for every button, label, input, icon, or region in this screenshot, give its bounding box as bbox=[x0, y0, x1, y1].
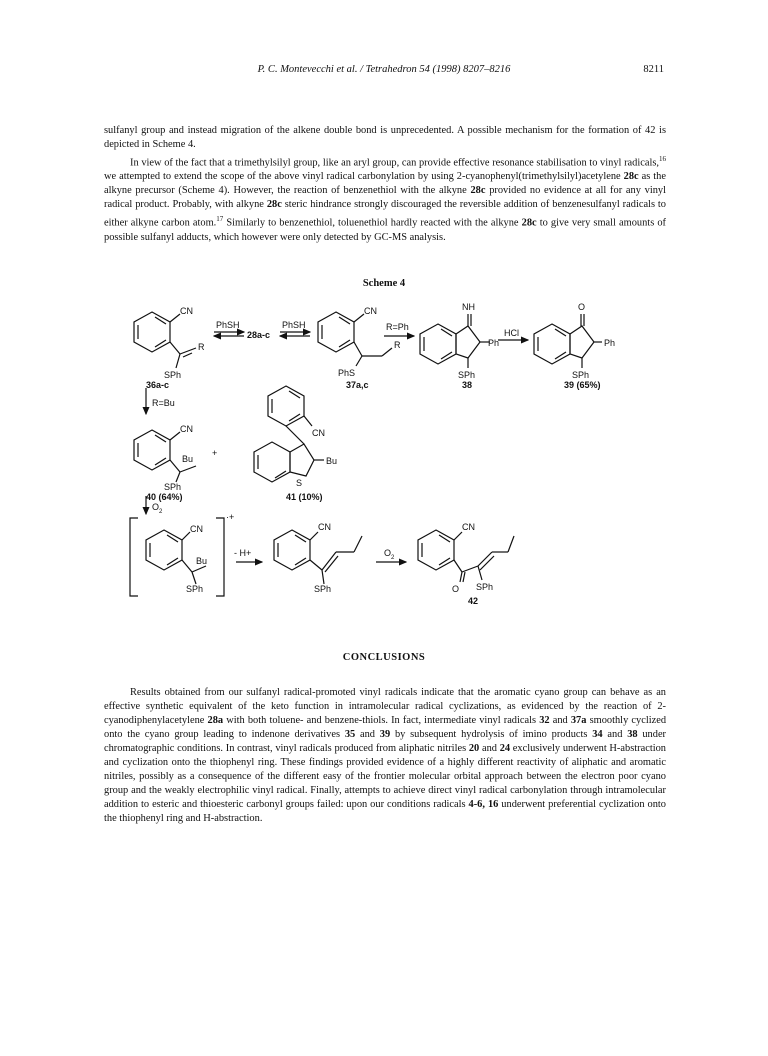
label-o2: $O_2$ bbox=[152, 502, 163, 515]
scheme-title: Scheme 4 bbox=[362, 278, 406, 289]
paragraph-trimethylsilyl: In view of the fact that a trimethylsilyl group, like an aryl group, can provide effective resonance stabilisation to vinyl radicals,$^{16}$ we attempted to extend the scope of the above vinyl radical carbonylation by using 2-cyanophenyl(trimethylsilyl)acetylene 28c as the alkyne precursor (Scheme 4). However, the reaction of benzenethiol with the alkyne 28c provided no evidence at all for any vinyl radical product. Probably, with alkyne 28c steric hindrance strongly discouraged the reversible addition of benzenesulfanyl radicals to either alkyne carbon atom.$^{17}$ Similarly to benzenethiol, toluenethiol hardly reacted with the alkyne 28c to give very small amounts of possible sulfanyl adducts, which however were only detected by GC-MS analysis. bbox=[104, 155, 667, 243]
body-text-conclusions bbox=[104, 686, 666, 826]
compound-ref: 37a bbox=[570, 715, 587, 726]
structure-intermediate bbox=[274, 530, 362, 584]
label-sph: SPh bbox=[164, 370, 182, 380]
compound-36: 36a-c bbox=[146, 380, 170, 390]
structure-38 bbox=[420, 314, 490, 368]
label-ph: Ph bbox=[488, 338, 500, 348]
body-text-top bbox=[104, 124, 666, 245]
label-plus: + bbox=[212, 448, 218, 458]
compound-ref: 28c bbox=[266, 199, 282, 211]
label-s: S bbox=[296, 478, 303, 488]
label-bu: Bu bbox=[182, 454, 194, 464]
reference-16: 16 bbox=[659, 155, 666, 163]
compound-42: 42 bbox=[468, 596, 479, 606]
compound-ref: 24 bbox=[499, 743, 511, 754]
label-cn: CN bbox=[190, 524, 203, 534]
label-o: O bbox=[578, 302, 586, 312]
label-nh: NH bbox=[462, 302, 475, 312]
compound-ref: 4-6, 16 bbox=[468, 799, 499, 810]
paragraph-scheme-intro: sulfanyl group and instead migration of the alkene double bond is unprecedented. A possible mechanism for the formation of 42 is depicted in Scheme 4. bbox=[104, 125, 666, 150]
section-heading-conclusions: CONCLUSIONS bbox=[342, 652, 426, 663]
label-minus-h-plus: - H+ bbox=[234, 548, 252, 558]
label-cn: CN bbox=[180, 306, 193, 316]
compound-ref: 20 bbox=[468, 743, 480, 754]
label-sph: SPh bbox=[476, 582, 494, 592]
label-hcl: HCl bbox=[504, 328, 519, 338]
structure-39 bbox=[534, 314, 602, 368]
label-sph: SPh bbox=[164, 482, 182, 492]
compound-ref: 39 bbox=[379, 729, 391, 740]
label-o: O bbox=[452, 584, 460, 594]
label-phsh: PhSH bbox=[216, 320, 240, 330]
label-28a-c: 28a-c bbox=[247, 330, 271, 340]
paragraph-conclusions: Results obtained from our sulfanyl radical-promoted vinyl radicals indicate that the aromatic cyano group can behave as an effective synthetic equivalent of the keto function in intramolecular radical cyclizations, as evidenced by the reaction of 2-cyanodiphenylacetylene 28a with both toluene- and benzene-thiols. In fact, intermediate vinyl radicals 32 and 37a smoothly cyclized onto the cyano group leading to indenone derivatives 35 and 39 by subsequent hydrolysis of imino products 34 and 38 under chromatographic conditions. In contrast, vinyl radicals produced from aliphatic nitriles 20 and 24 exclusively underwent H-abstraction and cyclization onto the thiophenyl ring. These findings provided evidence of a highly different reactivity of aliphatic and aromatic nitriles, possibly as a consequence of the different easy of the frontier molecular orbital approach between the electron poor cyano group and the weakly electrophilic vinyl radical. Finally, attempts to achieve direct vinyl radical carbonylation through intramolecular addition to esteric and thioesteric carbonyl groups failed: upon our conditions radicals 4-6, 16 underwent preferential cyclization onto the thiophenyl ring and H-abstraction. bbox=[104, 687, 667, 824]
label-cn: CN bbox=[364, 306, 377, 316]
label-phs: PhS bbox=[338, 368, 356, 378]
label-r: R bbox=[198, 342, 205, 352]
structure-radical-cation bbox=[130, 518, 224, 596]
structure-36 bbox=[134, 312, 196, 368]
running-header: P. C. Montevecchi et al. / Tetrahedron 54 (1998) 8207–8216 bbox=[257, 64, 511, 75]
label-ph: Ph bbox=[604, 338, 616, 348]
compound-ref: 28a bbox=[207, 715, 224, 726]
compound-ref: 28c bbox=[623, 171, 639, 183]
label-cn: CN bbox=[312, 428, 325, 438]
label-sph: SPh bbox=[572, 370, 590, 380]
compound-39: 39 (65%) bbox=[564, 380, 601, 390]
label-r: R bbox=[394, 340, 401, 350]
label-sph: SPh bbox=[314, 584, 332, 594]
label-r-eq-ph: R=Ph bbox=[386, 322, 409, 332]
label-sph: SPh bbox=[458, 370, 476, 380]
label-sph: SPh bbox=[186, 584, 204, 594]
compound-41: 41 (10%) bbox=[286, 492, 323, 502]
compound-38: 38 bbox=[462, 380, 473, 390]
compound-ref: 28c bbox=[470, 185, 486, 197]
page-number: 8211 bbox=[643, 64, 664, 75]
label-phsh: PhSH bbox=[282, 320, 306, 330]
structure-37 bbox=[318, 312, 392, 366]
label-cn: CN bbox=[180, 424, 193, 434]
compound-ref: 32 bbox=[539, 715, 550, 726]
reaction-scheme bbox=[100, 290, 660, 620]
label-cn: CN bbox=[462, 522, 475, 532]
structure-42 bbox=[418, 530, 514, 582]
compound-40: 40 (64%) bbox=[146, 492, 183, 502]
label-o2: $O_2$ bbox=[384, 548, 395, 561]
label-bu: Bu bbox=[196, 556, 208, 566]
compound-ref: 28c bbox=[521, 217, 537, 229]
compound-ref: 38 bbox=[627, 729, 638, 740]
reference-17: 17 bbox=[216, 215, 224, 224]
label-cn: CN bbox=[318, 522, 331, 532]
label-r-eq-bu: R=Bu bbox=[152, 398, 175, 408]
label-radical-cation: ·+ bbox=[226, 512, 235, 522]
compound-ref: 34 bbox=[592, 729, 603, 740]
compound-37: 37a,c bbox=[346, 380, 369, 390]
compound-ref: 35 bbox=[344, 729, 356, 740]
label-bu: Bu bbox=[326, 456, 338, 466]
